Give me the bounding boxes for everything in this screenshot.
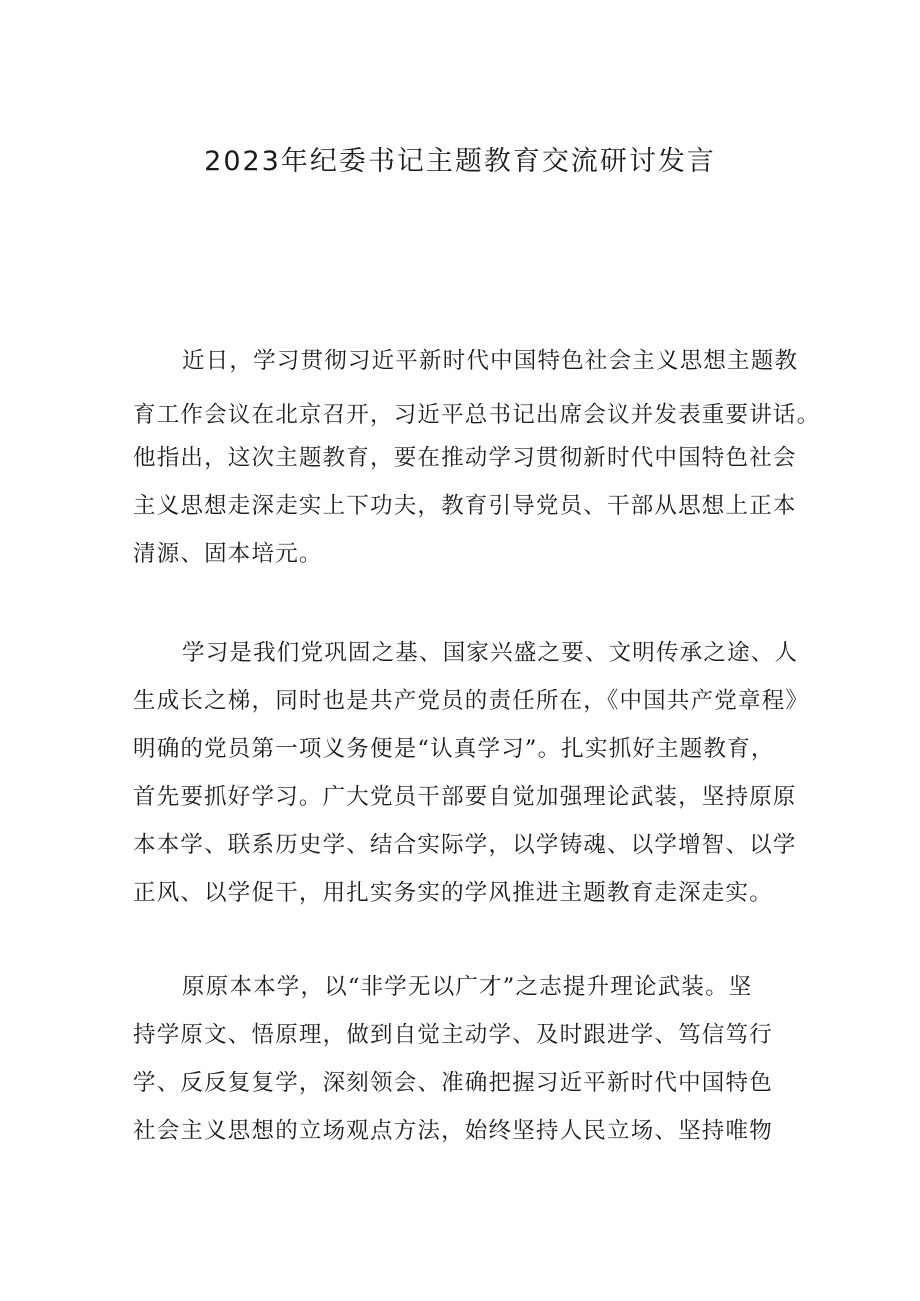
document-title: 2023年纪委书记主题教育交流研讨发言 — [204, 146, 716, 177]
paragraph-2-line-6: 正风、以学促干，用扎实务实的学风推进主题教育走深走实。 — [133, 880, 773, 906]
paragraph-2-line-2: 生成长之梯，同时也是共产党员的责任所在，《中国共产党章程》 — [133, 688, 810, 714]
paragraph-1-line-2: 育工作会议在北京召开，习近平总书记出席会议并发表重要讲话。 — [133, 402, 821, 428]
paragraph-1-line-5: 清源、固本培元。 — [133, 541, 323, 567]
paragraph-3-line-3: 学、反反复复学，深刻领会、准确把握习近平新时代中国特色 — [133, 1070, 773, 1096]
paragraph-2-line-5: 本本学、联系历史学、结合实际学，以学铸魂、以学增智、以学 — [133, 832, 797, 858]
paragraph-1-line-1: 近日，学习贯彻习近平新时代中国特色社会主义思想主题教 — [182, 348, 799, 374]
paragraph-3-line-2: 持学原文、悟原理，做到自觉主动学、及时跟进学、笃信笃行 — [133, 1022, 773, 1048]
paragraph-2-line-1: 学习是我们党巩固之基、国家兴盛之要、文明传承之途、人 — [182, 640, 799, 666]
paragraph-3-line-1: 原原本本学，以“非学无以广才”之志提升理论武装。坚 — [182, 974, 753, 1000]
paragraph-1-line-4: 主义思想走深走实上下功夫，教育引导党员、干部从思想上正本 — [133, 493, 797, 519]
paragraph-2-line-3: 明确的党员第一项义务便是“认真学习”。扎实抓好主题教育， — [133, 736, 775, 762]
paragraph-2-line-4: 首先要抓好学习。广大党员干部要自觉加强理论武装，坚持原原 — [133, 784, 797, 810]
paragraph-3-line-4: 社会主义思想的立场观点方法，始终坚持人民立场、坚持唯物 — [133, 1118, 773, 1144]
paragraph-1-line-3: 他指出，这次主题教育，要在推动学习贯彻新时代中国特色社会 — [133, 445, 797, 471]
